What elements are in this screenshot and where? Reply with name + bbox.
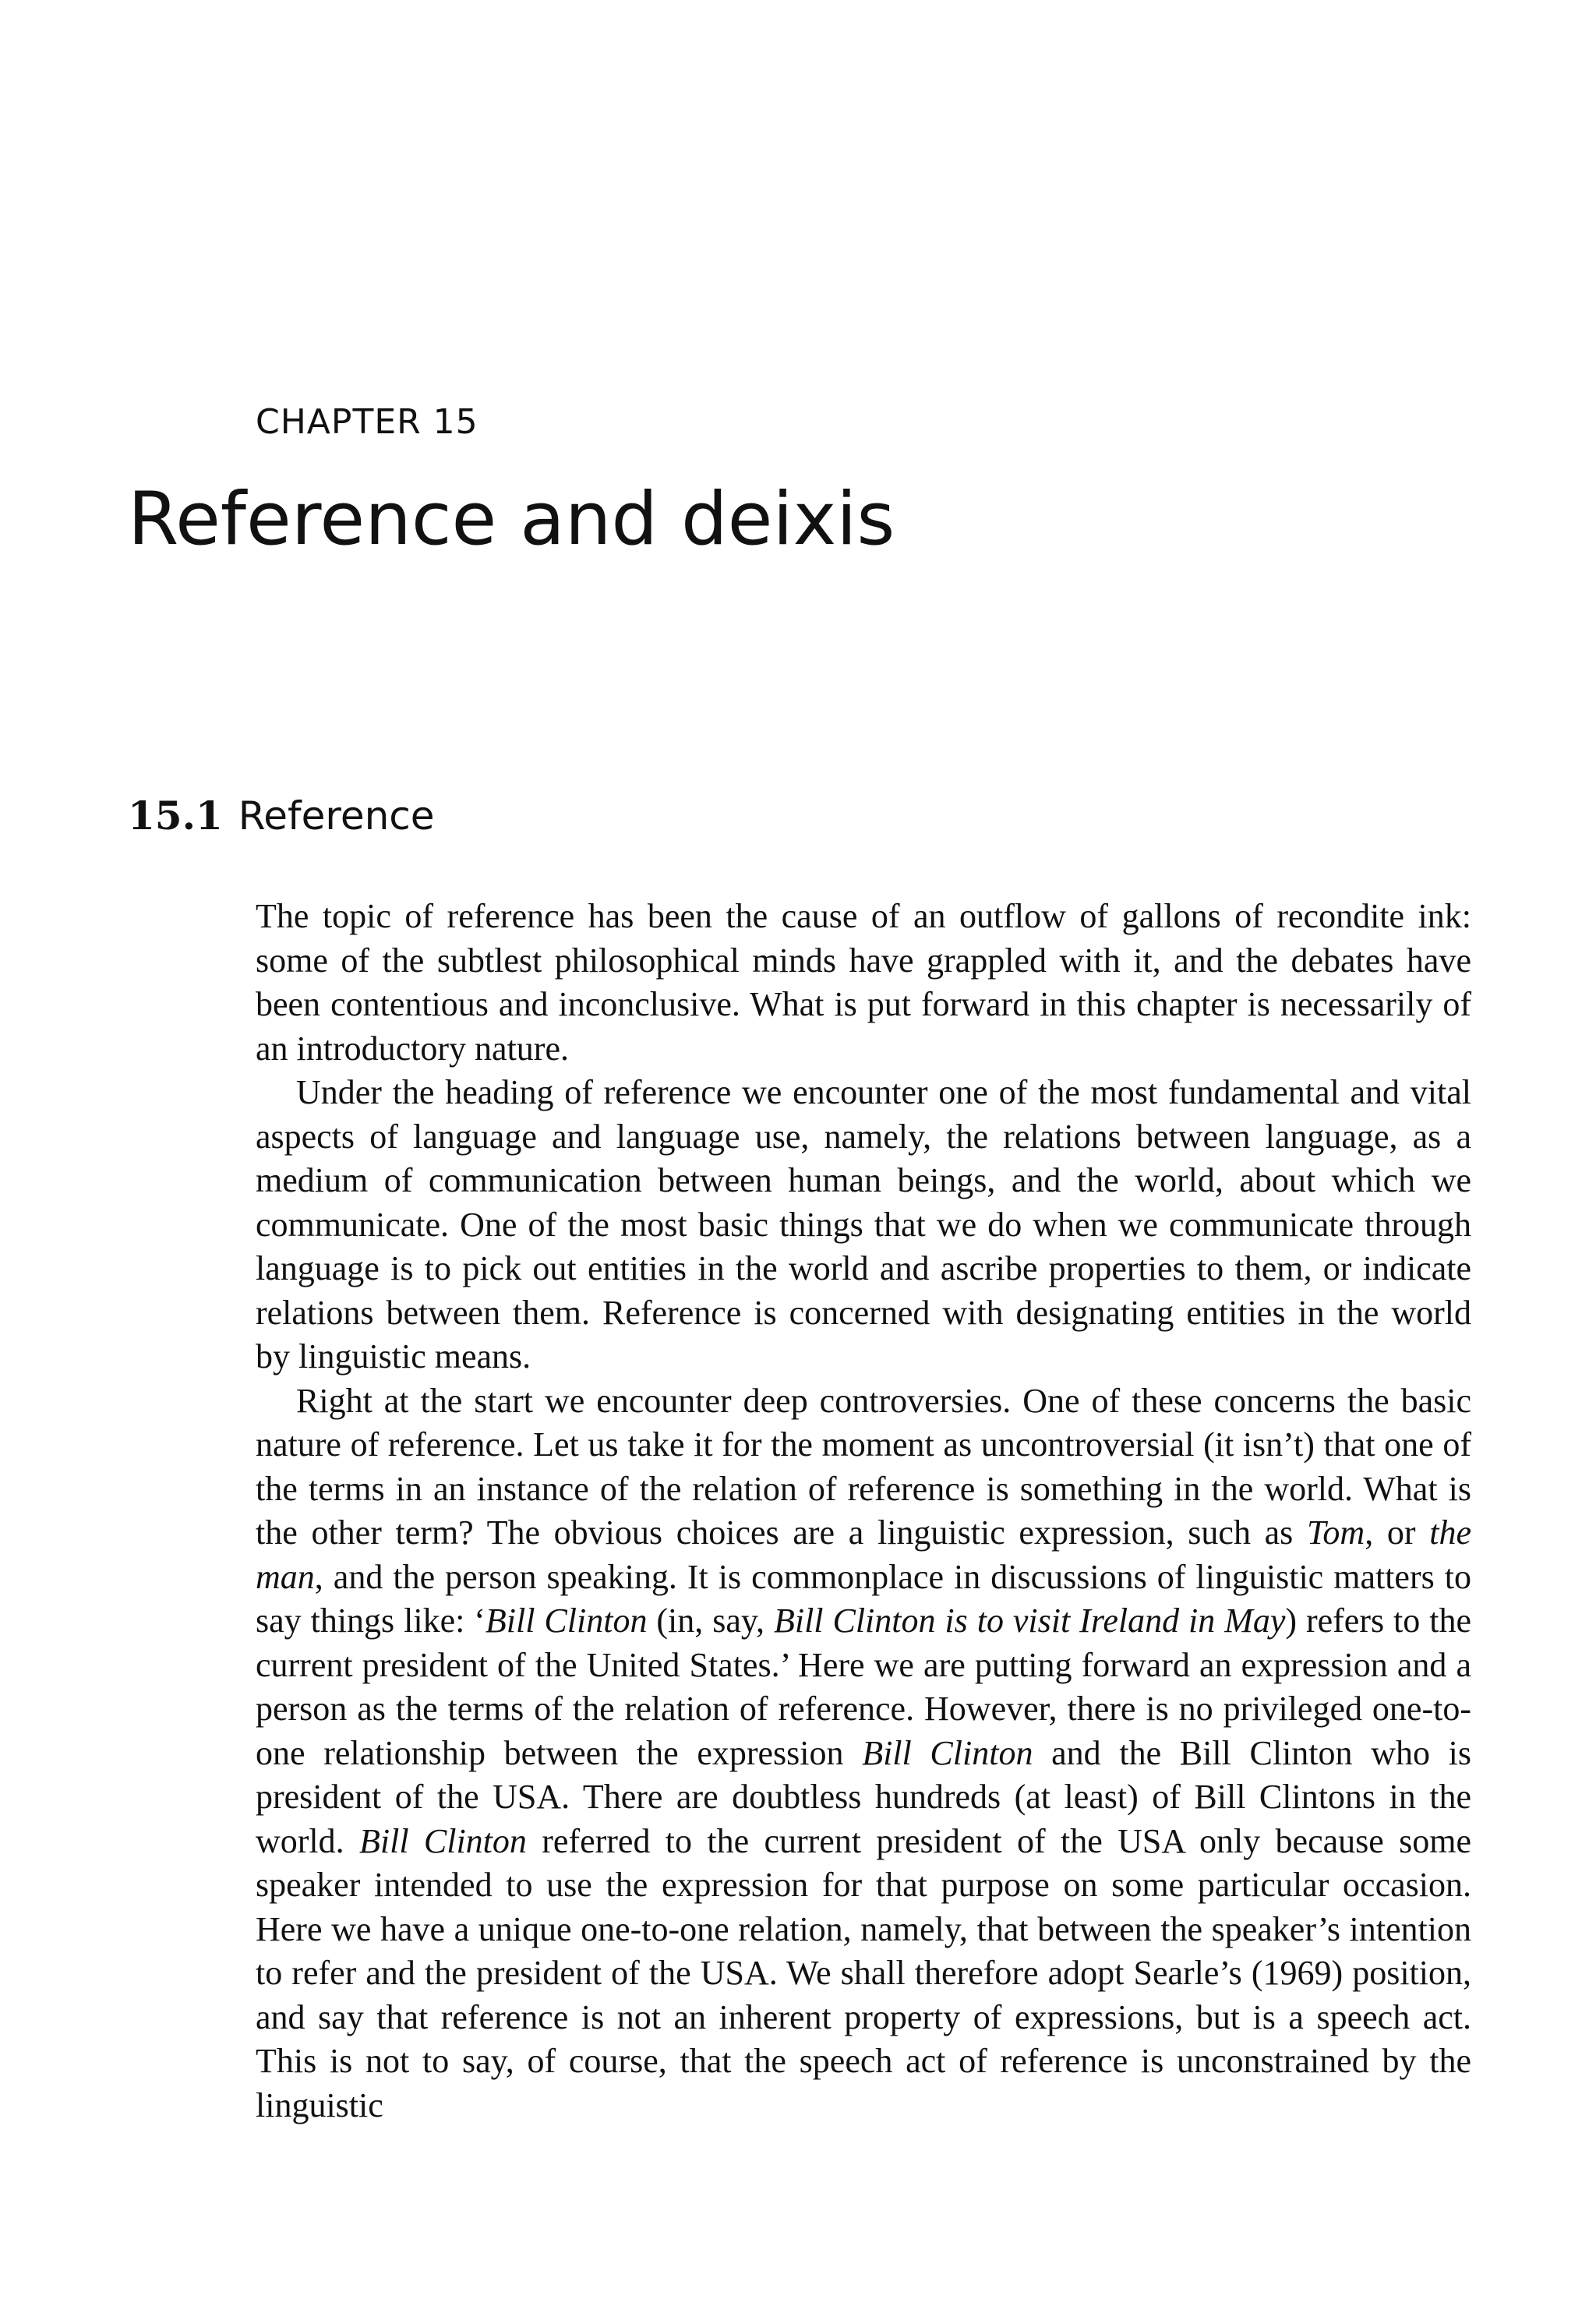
italic-example: Bill Clinton is to visit Ireland in May (773, 1602, 1286, 1640)
italic-example: the man (256, 1513, 1471, 1596)
body-text (256, 895, 1471, 2128)
paragraph-3 (256, 1379, 1471, 2128)
paragraph-2: Under the heading of reference we encounter one of the most fundamental and vital aspects of language and language use, namely, the relations between language, as a medium of communication between human beings, and the world, about which we communicate. One of the most basic things that we do when we communicate through language is to pick out entities in the world and ascribe properties to them, or indicate relations between them. Reference is concerned with designating entities in the world by linguistic means. (256, 1073, 1471, 1376)
italic-example: Bill Clinton (485, 1602, 648, 1640)
text-span: Right at the start we encounter deep controversies. One of these concerns the basic nature of reference. Let us take it for the moment as uncontroversial (it isn’t) that one of the terms in an instance of the relation of reference is something in the world. What is the other term? The obvious choices are a linguistic expression, such as (256, 1381, 1471, 1552)
text-span: , and the person speaking. It is commonplace in discussions of linguistic matters to say things like: ‘ (256, 1557, 1471, 1640)
chapter-title: Reference and deixis (128, 477, 895, 562)
chapter-label: CHAPTER 15 (256, 402, 478, 442)
text-span: , or (1365, 1513, 1430, 1552)
italic-example: Bill Clinton (359, 1821, 527, 1860)
italic-example: Bill Clinton (862, 1733, 1033, 1772)
text-span: ) refers to the current president of the United States.’ Here we are putting forward an expression and a person as the terms of the relation of reference. However, there is no privileged one-to-one relationship between the expression (256, 1602, 1471, 1772)
section-heading (128, 793, 435, 839)
text-span: and the Bill Clinton who is president of the USA. There are doubtless hundreds (at least) of Bill Clintons in the world. (256, 1733, 1472, 1860)
section-number: 15.1 (128, 793, 223, 839)
text-span: (in, say, (647, 1602, 774, 1640)
section-title: Reference (238, 793, 435, 839)
paragraph-1: The topic of reference has been the cause of an outflow of gallons of recondite ink: some of the subtlest philosophical minds have grappled with it, and the debates have been contentious and inconclusive. What is put forward in this chapter is necessarily of an introductory nature. (256, 897, 1471, 1068)
text-span: referred to the current president of the USA only because some speaker intended to use the expression for that purpose on some particular occasion. Here we have a unique one-to-one relation, namely, that between the speaker’s intention to refer and the president of the USA. We shall therefore adopt Searle’s (1969) position, and say that reference is not an inherent property of expressions, but is a speech act. This is not to say, of course, that the speech act of reference is unconstrained by the linguistic (256, 1821, 1472, 2124)
italic-example: Tom (1306, 1513, 1365, 1552)
